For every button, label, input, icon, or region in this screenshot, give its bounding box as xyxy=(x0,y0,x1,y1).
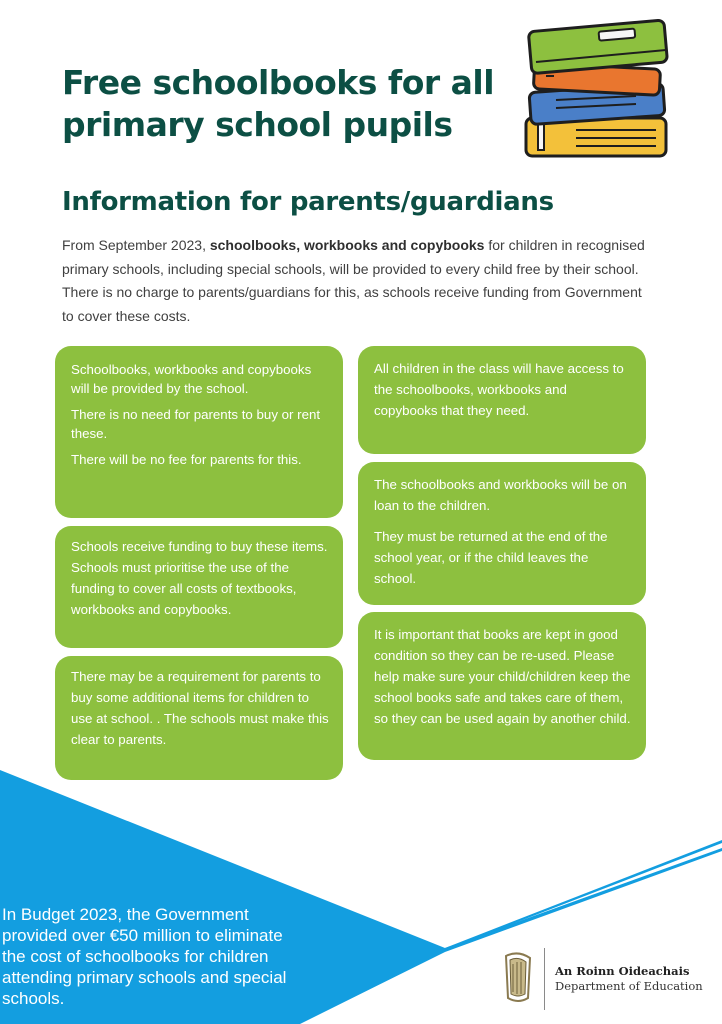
section-subtitle: Information for parents/guardians xyxy=(62,187,554,217)
card-text: There is no need for parents to buy or rent these. xyxy=(71,407,321,441)
page-title xyxy=(62,62,494,146)
card-text: There will be no fee for parents for this. xyxy=(71,452,302,467)
info-card-additional-items xyxy=(55,656,343,780)
card-text: It is important that books are kept in good condition so they can be re-used. Please help make sure your child/children keep the school books safe and takes care of them, so they can be used again by another child. xyxy=(374,627,631,726)
department-name-irish: An Roinn Oideachais xyxy=(555,964,690,978)
info-card-access xyxy=(358,346,646,454)
department-name-english: Department of Education xyxy=(555,979,703,993)
logo-divider xyxy=(544,948,545,1010)
harp-crest-icon xyxy=(498,950,538,1006)
card-text: Schoolbooks, workbooks and copybooks will be provided by the school. xyxy=(71,362,312,396)
intro-paragraph xyxy=(62,234,652,328)
title-line-2: primary school pupils xyxy=(62,105,453,144)
info-card-provided xyxy=(55,346,343,518)
department-logo-text xyxy=(555,964,703,994)
info-card-condition xyxy=(358,612,646,760)
title-line-1: Free schoolbooks for all xyxy=(62,63,495,102)
intro-before: From September 2023, xyxy=(62,237,210,253)
intro-after: for children in recognised primary schools, including special schools, will be provided to every child free by their school. There is no charge to parents/guardians for this, as schools receive funding from Government to cover these costs. xyxy=(62,237,645,324)
card-text: The schoolbooks and workbooks will be on loan to the children. xyxy=(374,477,627,513)
info-card-loan xyxy=(358,462,646,605)
book-stack-icon xyxy=(516,18,676,163)
intro-bold: schoolbooks, workbooks and copybooks xyxy=(209,237,485,253)
card-text: There may be a requirement for parents to buy some additional items for children to use at school. . The schools must make this clear to parents. xyxy=(71,669,329,747)
info-card-funding xyxy=(55,526,343,648)
card-text: All children in the class will have access to the schoolbooks, workbooks and copybooks that they need. xyxy=(374,361,624,418)
budget-statement: In Budget 2023, the Government provided over €50 million to eliminate the cost of schoolbooks for children attending primary schools and special schools. xyxy=(2,905,287,1008)
card-text: Schools receive funding to buy these items. Schools must prioritise the use of the funding to cover all costs of textbooks, workbooks and copybooks. xyxy=(71,539,328,617)
card-text: They must be returned at the end of the school year, or if the child leaves the school. xyxy=(374,529,608,586)
